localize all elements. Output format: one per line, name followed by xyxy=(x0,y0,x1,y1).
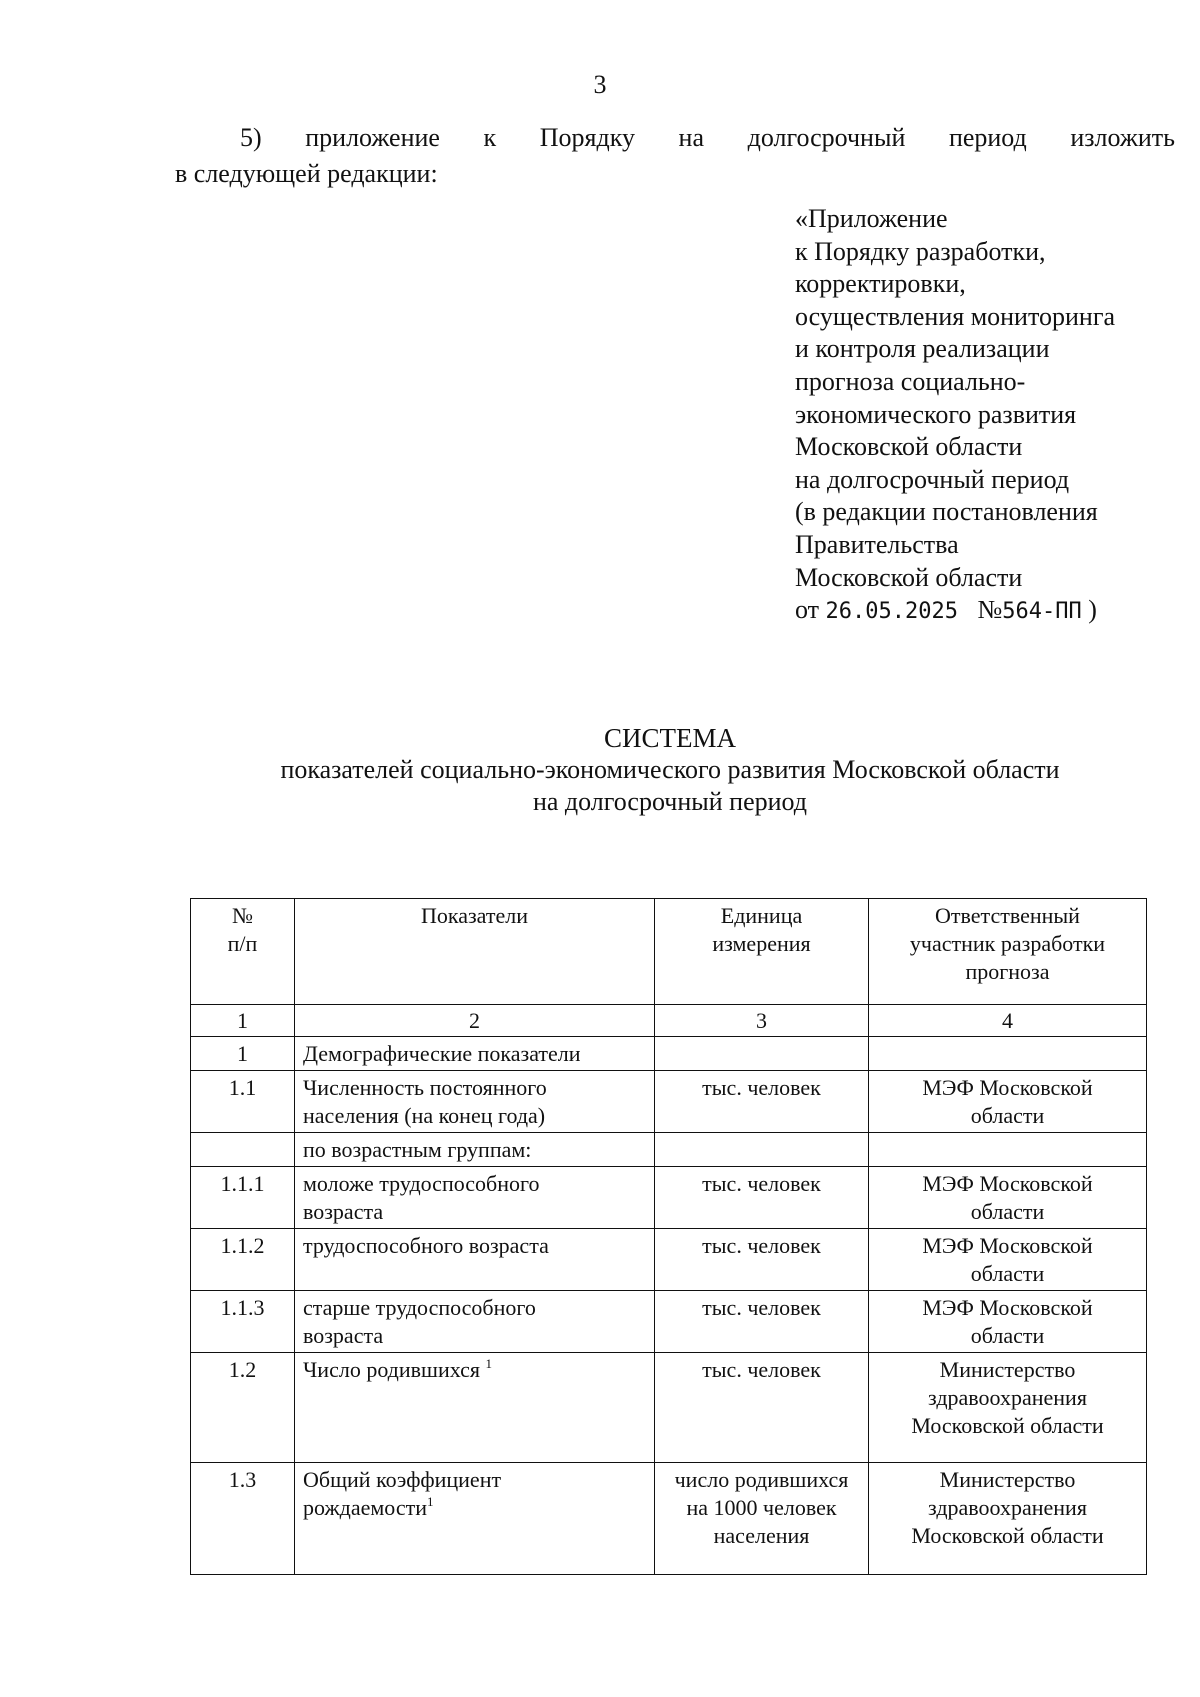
row-number-text: 1.1.1 xyxy=(220,1171,265,1196)
row-unit xyxy=(655,1133,869,1167)
row-responsible xyxy=(869,1071,1147,1133)
appendix-line: Московской области xyxy=(795,432,1023,462)
row-indicator xyxy=(295,1229,655,1291)
number-sign: № xyxy=(977,595,1003,625)
intro-word: изложить xyxy=(1070,123,1175,152)
appendix-line: корректировки, xyxy=(795,269,966,299)
appendix-line: «Приложение xyxy=(795,204,948,233)
appendix-line: и контроля реализации xyxy=(795,334,1050,364)
header-number: № п/п xyxy=(191,899,295,1005)
row-unit xyxy=(655,1353,869,1463)
column-number: 4 xyxy=(869,1005,1147,1037)
row-responsible xyxy=(869,1133,1147,1167)
row-unit xyxy=(655,1291,869,1353)
row-indicator xyxy=(295,1291,655,1353)
table-row xyxy=(191,1229,1147,1291)
appendix-line: прогноза социально- xyxy=(795,366,1026,396)
table-row xyxy=(191,1463,1147,1575)
row-indicator xyxy=(295,1037,655,1071)
table-row xyxy=(191,1037,1147,1071)
appendix-line: Московской области xyxy=(795,562,1023,592)
header-unit: Единица измерения xyxy=(655,899,869,1005)
indicators-table xyxy=(190,898,1147,1575)
row-unit xyxy=(655,1229,869,1291)
appendix-line: к Порядку разработки, xyxy=(795,236,1046,266)
row-number xyxy=(191,1037,295,1071)
header-indicators: Показатели xyxy=(295,899,655,1005)
column-number: 1 xyxy=(191,1005,295,1037)
row-number xyxy=(191,1463,295,1575)
title-main: СИСТЕМА xyxy=(603,723,736,753)
resolution-date: 26.05.2025 xyxy=(825,599,958,625)
intro-line-1 xyxy=(175,120,1175,156)
table-header-row xyxy=(191,899,1147,1005)
row-number xyxy=(191,1229,295,1291)
row-unit xyxy=(655,1463,869,1575)
row-indicator-text: Число родившихся xyxy=(303,1357,486,1382)
row-number-text: 1.1.2 xyxy=(220,1233,265,1258)
appendix-line: экономического развития xyxy=(795,399,1077,429)
footnote-marker: 1 xyxy=(427,1494,434,1509)
row-indicator xyxy=(295,1071,655,1133)
row-number-text: 1 xyxy=(237,1041,248,1066)
footnote-marker: 1 xyxy=(485,1356,492,1371)
date-prefix: от xyxy=(795,595,820,625)
intro-word: 5) xyxy=(240,123,262,152)
row-unit xyxy=(655,1037,869,1071)
row-responsible-text: МЭФ Московской области xyxy=(922,1295,1093,1348)
row-unit-text: тыс. человек xyxy=(702,1295,821,1320)
row-indicator-text: по возрастным группам: xyxy=(303,1137,532,1162)
row-number-text: 1.1 xyxy=(228,1075,257,1100)
row-unit-text: тыс. человек xyxy=(702,1357,821,1382)
appendix-line: на долгосрочный период xyxy=(795,464,1070,494)
row-number xyxy=(191,1353,295,1463)
row-responsible-text: МЭФ Московской области xyxy=(922,1233,1093,1286)
row-responsible-text: Министерство здравоохранения Московской области xyxy=(911,1467,1104,1548)
row-indicator xyxy=(295,1167,655,1229)
row-indicator xyxy=(295,1133,655,1167)
table-row xyxy=(191,1071,1147,1133)
appendix-line: Правительства xyxy=(795,529,959,559)
intro-word: на xyxy=(678,123,705,152)
title-line-2: показателей социально-экономического развития Московской области xyxy=(280,755,1060,784)
intro-word: к xyxy=(483,123,497,152)
appendix-line: осуществления мониторинга xyxy=(795,301,1116,331)
row-unit-text: тыс. человек xyxy=(702,1171,821,1196)
row-indicator-text: Демографические показатели xyxy=(303,1041,581,1066)
table-row xyxy=(191,1291,1147,1353)
intro-word: долгосрочный xyxy=(747,123,906,152)
row-responsible-text: МЭФ Московской области xyxy=(922,1171,1093,1224)
row-unit-text: тыс. человек xyxy=(702,1233,821,1258)
column-number: 2 xyxy=(295,1005,655,1037)
page-number: 3 xyxy=(593,70,607,99)
row-indicator xyxy=(295,1353,655,1463)
row-number xyxy=(191,1167,295,1229)
table-row xyxy=(191,1353,1147,1463)
row-responsible-text: Министерство здравоохранения Московской области xyxy=(911,1357,1104,1438)
row-number-text: 1.2 xyxy=(228,1357,257,1382)
row-indicator-text: старше трудоспособного возраста xyxy=(303,1295,536,1348)
row-number xyxy=(191,1071,295,1133)
table-row xyxy=(191,1133,1147,1167)
intro-line-2: в следующей редакции: xyxy=(175,159,438,188)
closing-paren: ) xyxy=(1088,595,1097,625)
title-line-3: на долгосрочный период xyxy=(532,787,808,816)
appendix-heading xyxy=(795,203,1155,629)
appendix-line: (в редакции постановления xyxy=(795,497,1098,527)
row-responsible xyxy=(869,1353,1147,1463)
resolution-number: 564-ПП xyxy=(1002,599,1082,625)
row-indicator-text: моложе трудоспособного возраста xyxy=(303,1171,540,1224)
header-responsible: Ответственный участник разработки прогноза xyxy=(869,899,1147,1005)
indicators-table-body xyxy=(191,899,1147,1575)
column-number: 3 xyxy=(655,1005,869,1037)
row-unit-text: тыс. человек xyxy=(702,1075,821,1100)
row-responsible-text: МЭФ Московской области xyxy=(922,1075,1093,1128)
document-title xyxy=(0,722,1200,818)
row-responsible xyxy=(869,1037,1147,1071)
intro-word: Порядку xyxy=(539,123,635,152)
appendix-date-line xyxy=(795,594,1155,629)
row-number-text: 1.1.3 xyxy=(220,1295,265,1320)
row-indicator-text: трудоспособного возраста xyxy=(303,1233,549,1258)
row-unit xyxy=(655,1071,869,1133)
intro-paragraph xyxy=(175,120,1175,192)
row-responsible xyxy=(869,1463,1147,1575)
column-numbers-row xyxy=(191,1005,1147,1037)
row-number xyxy=(191,1133,295,1167)
row-responsible xyxy=(869,1167,1147,1229)
row-indicator xyxy=(295,1463,655,1575)
table-row xyxy=(191,1167,1147,1229)
intro-word: приложение xyxy=(305,123,440,152)
row-number xyxy=(191,1291,295,1353)
row-unit xyxy=(655,1167,869,1229)
row-indicator-text: Общий коэффициент рождаемости xyxy=(303,1467,502,1520)
row-indicator-text: Численность постоянного населения (на конец года) xyxy=(303,1075,547,1128)
row-responsible xyxy=(869,1229,1147,1291)
row-unit-text: число родившихся на 1000 человек населения xyxy=(674,1467,849,1548)
row-number-text: 1.3 xyxy=(228,1467,257,1492)
intro-word: период xyxy=(948,123,1027,152)
row-responsible xyxy=(869,1291,1147,1353)
